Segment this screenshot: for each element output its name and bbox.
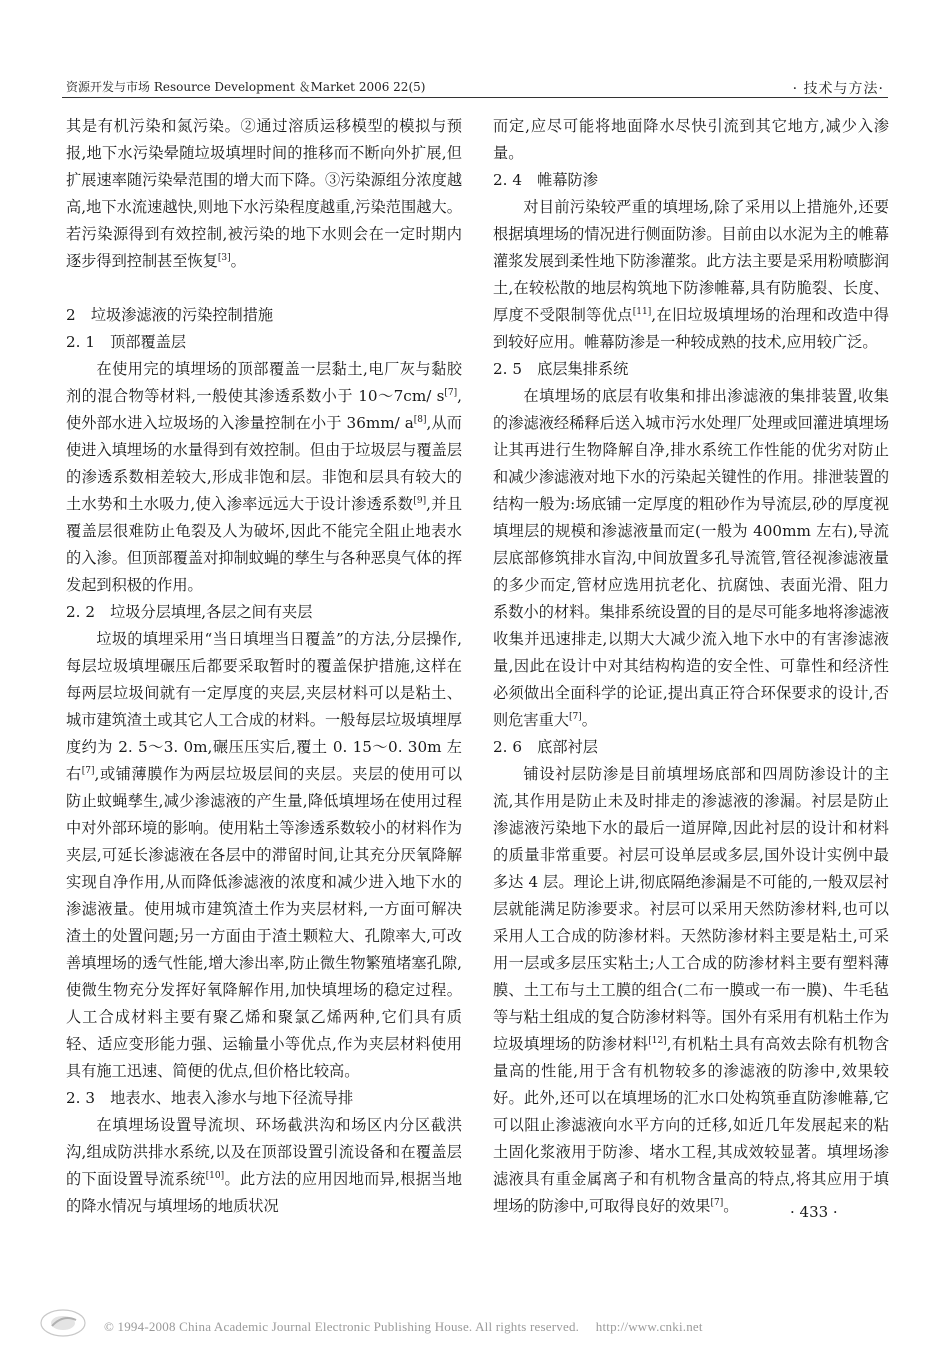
citation-ref: [7] [710,1197,724,1208]
citation-ref: [7] [444,387,458,398]
left-column [66,113,462,1220]
cnki-logo-icon [38,1306,88,1340]
paragraph-text: 在填埋场设置导流坝、环场截洪沟和场区内分区截洪沟,组成防洪排水系统,以及在顶部设置引流设备和在覆盖层的下面设置导流系统 [66,1116,462,1188]
paragraph-text: 。 [723,1197,739,1215]
paragraph-text: 。 [581,711,597,729]
section-heading [493,167,889,194]
paragraph-text: 2 垃圾渗滤液的污染控制措施 [66,306,274,324]
section-heading [493,356,889,383]
section-heading [66,329,462,356]
paragraph-text: ,并且覆盖层很难防止龟裂及人为破坏,因此不能完全阻止地表水的入渗。但顶部覆盖对抑制蚊蝇的孳生与各种恶臭气体的挥发起到积极的作用。 [66,495,463,594]
paragraph-text: ,或铺薄膜作为两层垃圾层间的夹层。夹层的使用可以防止蚊蝇孳生,减少渗滤液的产生量,降低填埋场在使用过程中对外部环境的影响。使用粘土等渗透系数较小的材料作为夹层,可延长渗滤液在各层中的滞留时间,让其充分厌氧降解实现自净作用,从而降低渗滤液的浓度和减少进入地下水的渗滤液量。使用城市建筑渣土作为夹层材料,一方面可解决渣土的处置问题;另一方面由于渣土颗粒大、孔隙率大,可改善填埋场的透气性能,增大渗出率,防止微生物繁殖堵塞孔隙,使微生物充分发挥好氧降解作用,加快填埋场的稳定过程。人工合成材料主要有聚乙烯和聚氯乙烯两种,它们具有质轻、适应变形能力强、运输量小等优点,作为夹层材料使用具有施工迅速、简便的优点,但价格比较高。 [66,765,463,1080]
paragraph-text: 而定,应尽可能将地面降水尽快引流到其它地方,减少入渗量。 [493,117,889,162]
section-heading [66,599,462,626]
paragraph [66,113,462,275]
citation-ref: [12] [648,1035,667,1046]
section-title: · 技术与方法· [792,81,884,97]
citation-ref: [7] [568,711,582,722]
page-number: · 433 · [790,1203,838,1221]
paragraph-text: ,在旧垃圾填埋场的治理和改造中得到较好应用。帷幕防渗是一种较成熟的技术,应用较广泛。 [493,306,890,351]
paragraph [66,626,462,1085]
paragraph-text: ,从而使进入填埋场的水量得到有效控制。但由于垃圾层与覆盖层的渗透系数相差较大,形成非饱和层。非饱和层具有较大的土水势和土水吸力,使入渗率远远大于设计渗透系数 [66,414,462,513]
citation-ref: [11] [632,306,652,317]
header-rule [62,97,888,98]
paragraph-text: 2. 1 顶部覆盖层 [66,333,187,351]
citation-ref: [7] [81,765,95,776]
paragraph-text: 在填埋场的底层有收集和排出渗滤液的集排装置,收集的渗滤液经稀释后送入城市污水处理厂处理或回灌进填埋场让其再进行生物降解自净,排水系统工作性能的优劣对防止和减少渗滤液对地下水的污染起关键性的作用。排泄装置的结构一般为:场底铺一定厚度的粗砂作为导流层,砂的厚度视填埋层的规模和渗滤液量而定(一般为 400mm 左右),导流层底部修筑排水盲沟,中间放置多孔导流管,管径视渗滤液量的多少而定,管材应选用抗老化、抗腐蚀、表面光滑、阻力系数小的材料。集排系统设置的目的是尽可能多地将渗滤液收集并迅速排走,以期大大减少流入地下水中的有害渗滤液量,因此在设计中对其结构构造的安全性、可靠性和经济性必须做出全面科学的论证,提出真正符合环保要求的设计,否则危害重大 [493,387,889,729]
spacer [66,275,462,302]
paragraph [66,1112,462,1220]
copyright-text: © 1994-2008 China Academic Journal Electronic Publishing House. All rights reserved. http://www.cnki.net [104,1319,703,1334]
paragraph-text: ,有机粘土具有高效去除有机物含量高的性能,用于含有机物较多的渗滤液的防渗中,效果较好。此外,还可以在填埋场的汇水口处构筑垂直防渗帷幕,它可以阻止渗滤液向水平方向的迁移,如近几年发展起来的粘土固化浆液用于防渗、堵水工程,其成效较显著。填埋场渗滤液具有重金属离子和有机物含量高的特点,将其应用于填埋场的防渗中,可取得良好的效果 [493,1035,890,1215]
paragraph-text: 其是有机污染和氮污染。②通过溶质运移模型的模拟与预报,地下水污染晕随垃圾填埋时间的推移而不断向外扩展,但扩展速率随污染晕范围的增大而下降。③污染源组分浓度越高,地下水流速越快,则地下水污染程度越重,污染范围越大。若污染源得到有效控制,被污染的地下水则会在一定时期内逐步得到控制甚至恢复 [66,117,462,270]
right-column [493,113,889,1220]
paragraph-text: 。此方法的应用因地而异,根据当地的降水情况与填埋场的地质状况 [66,1170,463,1215]
paragraph-text: 对目前污染较严重的填埋场,除了采用以上措施外,还要根据填埋场的情况进行侧面防渗。目前由以水泥为主的帷幕灌浆发展到柔性地下防渗灌浆。此方法主要是采用粉喷膨润土,在较松散的地层构筑地下防渗帷幕,具有防脆裂、长度、厚度不受限制等优点 [493,198,889,324]
paragraph-text: 2. 5 底层集排系统 [493,360,629,378]
paragraph [493,113,889,167]
paragraph [66,356,462,599]
running-header [66,78,884,98]
section-heading [66,1085,462,1112]
paragraph-text: 铺设衬层防渗是目前填埋场底部和四周防渗设计的主流,其作用是防止未及时排走的渗滤液的渗漏。衬层是防止渗滤液污染地下水的最后一道屏障,因此衬层的设计和材料的质量非常重要。衬层可设单层或多层,国外设计实例中最多达 4 层。理论上讲,彻底隔绝渗漏是不可能的,一般双层衬层就能满足防渗要求。衬层可以采用天然防渗材料,也可以采用人工合成的防渗材料。天然防渗材料主要是粘土,可采用一层或多层压实粘土;人工合成的防渗材料主要有塑料薄膜、土工布与土工膜的组合(二布一膜或一布一膜)、牛毛毡等与粘土组成的复合防渗材料等。国外有采用有机粘土作为垃圾填埋场的防渗材料 [493,765,889,1053]
footer [0,1314,950,1338]
paragraph-text: 在使用完的填埋场的顶部覆盖一层黏土,电厂灰与黏胶剂的混合物等材料,一般使其渗透系数小于 10～7cm/ s [66,360,462,405]
section-heading [66,302,462,329]
citation-ref: [3] [217,252,231,263]
section-heading [493,734,889,761]
paragraph-text: 2. 6 底部衬层 [493,738,598,756]
paragraph-text: 垃圾的填埋采用“当日填埋当日覆盖”的方法,分层操作,每层垃圾填埋碾压后都要采取暂时的覆盖保护措施,这样在每两层垃圾间就有一定厚度的夹层,夹层材料可以是粘土、城市建筑渣土或其它人工合成的材料。一般每层垃圾填埋厚度约为 2. 5～3. 0m,碾压压实后,覆土 0. 15～0. 30m 左右 [66,630,462,783]
paragraph-text: 2. 3 地表水、地表入渗水与地下径流导排 [66,1089,354,1107]
citation-ref: [8] [413,414,427,425]
paragraph [493,194,889,356]
citation-ref: [9] [413,495,427,506]
paragraph [493,761,889,1220]
paragraph-text: 。 [230,252,246,270]
paragraph [493,383,889,734]
citation-ref: [10] [205,1170,225,1181]
paragraph-text: 2. 2 垃圾分层填埋,各层之间有夹层 [66,603,313,621]
paragraph-text: 2. 4 帷幕防渗 [493,171,598,189]
paragraph-text: ,使外部水进入垃圾场的入渗量控制在小于 36mm/ a [66,387,462,432]
journal-title: 资源开发与市场 Resource Development ＆Market 2006 22(5) [66,80,426,94]
